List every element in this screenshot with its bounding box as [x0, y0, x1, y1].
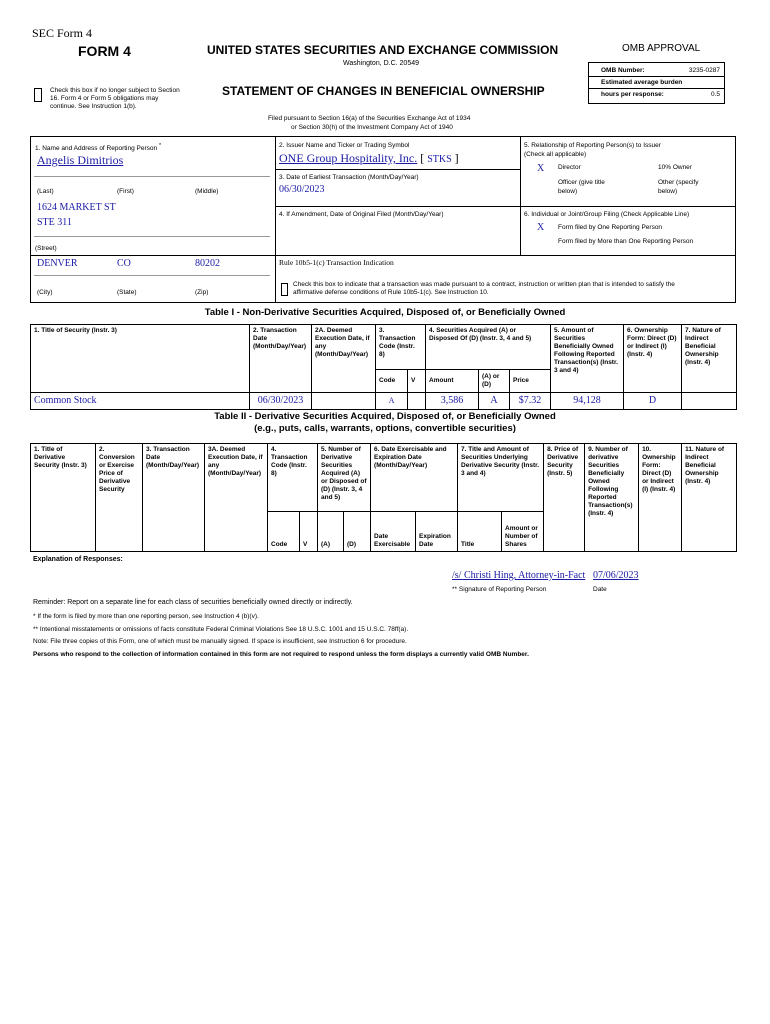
officer-label: Officer (give title	[558, 179, 605, 186]
t2-h-title: 1. Title of Derivative Security (Instr. 3)	[31, 444, 96, 552]
more-persons-label: Form filed by More than One Reporting Person	[558, 238, 694, 245]
state-label: (State)	[117, 289, 137, 296]
footnote-3: Note: File three copies of this Form, one of which must be manually signed. If space is insufficient, see Instruction 6 for procedure.	[33, 638, 407, 645]
street-label: (Street)	[35, 245, 57, 252]
box6-label: 6. Individual or Joint/Group Filing (Check Applicable Line)	[524, 211, 690, 218]
issuer-line: ONE Group Hospitality, Inc. [ STKS ]	[279, 151, 459, 165]
footnote-omb: Persons who respond to the collection of information contained in this form are not required to respond unless the form displays a currently valid OMB Number.	[33, 651, 529, 658]
t2-sub-code: Code	[268, 512, 300, 552]
t1-form: D	[624, 393, 682, 410]
t2-sub-v: V	[300, 512, 318, 552]
signature-date: 07/06/2023	[593, 570, 639, 581]
t1-h-code: 3. Transaction Code (Instr. 8)	[376, 325, 426, 370]
t2-sub-date-exercisable: Date Exercisable	[371, 512, 416, 552]
t2-sub-a: (A)	[318, 512, 344, 552]
t2-h-underlying: 7. Title and Amount of Securities Underlying Derivative Security (Instr. 3 and 4)	[458, 444, 544, 512]
box2-label: 2. Issuer Name and Ticker or Trading Symbol	[279, 142, 410, 149]
table1	[30, 324, 737, 410]
signature-label: ** Signature of Reporting Person	[452, 586, 547, 593]
table2-title: Table II - Derivative Securities Acquired, Disposed of, or Beneficially Owned	[214, 411, 556, 422]
form-title: FORM 4	[78, 43, 131, 59]
middle-label: (Middle)	[195, 188, 219, 195]
doc-label: SEC Form 4	[32, 26, 93, 40]
street-line2: STE 311	[37, 217, 72, 228]
t1-deemed-date	[312, 393, 376, 410]
reminder-note: Reminder: Report on a separate line for each class of securities beneficially owned directly or indirectly.	[33, 599, 353, 606]
first-label: (First)	[117, 188, 134, 195]
t1-h-date: 2. Transaction Date (Month/Day/Year)	[250, 325, 312, 393]
last-label: (Last)	[37, 188, 54, 195]
table1-title: Table I - Non-Derivative Securities Acquired, Disposed of, or Beneficially Owned	[204, 307, 566, 318]
explanation-label: Explanation of Responses:	[33, 556, 123, 563]
rule10b-title: Rule 10b5-1(c) Transaction Indication	[279, 258, 394, 267]
t2-h-conversion: 2. Conversion or Exercise Price of Derivative Security	[96, 444, 143, 552]
box5-label: 5. Relationship of Reporting Person(s) to Issuer	[524, 142, 661, 149]
omb-hours-value: 0.5	[710, 91, 720, 98]
zip-label: (Zip)	[195, 289, 209, 296]
t1-sub-code: Code	[376, 370, 408, 393]
t2-sub-amount: Amount or Number of Shares	[502, 512, 544, 552]
t2-h-deemed: 3A. Deemed Execution Date, if any (Month/Day/Year)	[205, 444, 268, 552]
t1-sub-price: Price	[510, 370, 551, 393]
t2-h-owned: 9. Number of derivative Securities Beneficially Owned Following Reported Transaction(s) (Instr. 4)	[585, 444, 639, 552]
t1-owned: 94,128	[551, 393, 624, 410]
t1-price: $7.32	[510, 393, 551, 410]
omb-number-value: 3235-0287	[688, 67, 720, 74]
rule10b-checkbox[interactable]	[281, 283, 288, 296]
t1-aord: A	[479, 393, 510, 410]
t1-sub-amount: Amount	[426, 370, 479, 393]
t1-h-nature: 7. Nature of Indirect Beneficial Ownership (Instr. 4)	[682, 325, 737, 393]
other-label: Other (specify	[658, 179, 699, 186]
agency-title: UNITED STATES SECURITIES AND EXCHANGE COMMISSION	[207, 43, 559, 57]
box4-label: 4. If Amendment, Date of Original Filed (Month/Day/Year)	[279, 211, 444, 218]
t2-h-code: 4. Transaction Code (Instr. 8)	[268, 444, 318, 512]
t2-h-number: 5. Number of Derivative Securities Acquired (A) or Disposed of (D) (Instr. 3, 4 and 5)	[318, 444, 371, 512]
t1-h-owned: 5. Amount of Securities Beneficially Owned Following Reported Transaction(s) (Instr. 3 and 4)	[551, 325, 624, 393]
t1-amount: 3,586	[426, 393, 479, 410]
omb-number-label: OMB Number:	[601, 67, 645, 74]
t2-h-dates: 6. Date Exercisable and Expiration Date (Month/Day/Year)	[371, 444, 458, 512]
filed-pursuant-line2: or Section 30(h) of the Investment Company Act of 1940	[291, 124, 453, 131]
t1-h-deemed: 2A. Deemed Execution Date, if any (Month/Day/Year)	[312, 325, 376, 393]
omb-burden-label: Estimated average burden	[601, 79, 683, 86]
section16-note: Check this box if no longer subject to Section 16. Form 4 or Form 5 obligations may continue. See Instruction 1(b).	[50, 87, 180, 110]
box5-sublabel: (Check all applicable)	[524, 151, 587, 158]
table-row	[31, 393, 737, 410]
street-line1: 1624 MARKET ST	[37, 202, 116, 213]
footnote-1: * If the form is filed by more than one reporting person, see Instruction 4 (b)(v).	[33, 613, 259, 620]
omb-title: OMB APPROVAL	[622, 43, 701, 54]
ticker-symbol: STKS	[427, 154, 452, 165]
one-person-label: Form filed by One Reporting Person	[558, 224, 663, 231]
city-value: DENVER	[37, 258, 78, 269]
table2-subtitle: (e.g., puts, calls, warrants, options, convertible securities)	[254, 423, 516, 434]
omb-box	[588, 62, 725, 104]
t1-code: A	[376, 393, 408, 410]
t2-h-nature: 11. Nature of Indirect Beneficial Ownership (Instr. 4)	[682, 444, 737, 552]
t1-h-acquired: 4. Securities Acquired (A) or Disposed Of (D) (Instr. 3, 4 and 5)	[426, 325, 551, 370]
t1-v	[408, 393, 426, 410]
earliest-transaction-date: 06/30/2023	[279, 184, 325, 195]
issuer-name: ONE Group Hospitality, Inc.	[279, 151, 418, 165]
t1-h-form: 6. Ownership Form: Direct (D) or Indirect (I) (Instr. 4)	[624, 325, 682, 393]
zip-value: 80202	[195, 258, 220, 269]
t1-sub-v: V	[408, 370, 426, 393]
other-label-2: below)	[658, 188, 678, 195]
t2-sub-expiration: Expiration Date	[416, 512, 458, 552]
table2	[30, 443, 737, 552]
t2-h-form: 10. Ownership Form: Direct (D) or Indirect (I) (Instr. 4)	[639, 444, 682, 552]
t1-transaction-date: 06/30/2023	[250, 393, 312, 410]
t2-h-price: 8. Price of Derivative Security (Instr. 5)	[544, 444, 585, 552]
t2-sub-title: Title	[458, 512, 502, 552]
director-check[interactable]: X	[537, 163, 545, 174]
t1-security-title: Common Stock	[31, 393, 250, 410]
signature-date-label: Date	[593, 586, 607, 593]
agency-location: Washington, D.C. 20549	[343, 60, 420, 67]
footnote-2: ** Intentional misstatements or omissions of facts constitute Federal Criminal Violations See 18 U.S.C. 1001 and 15 U.S.C. 78ff(a).	[33, 626, 409, 633]
ten-pct-owner-label: 10% Owner	[658, 164, 692, 171]
t1-nature	[682, 393, 737, 410]
box1-label: 1. Name and Address of Reporting Person *	[35, 143, 162, 153]
t2-sub-d: (D)	[344, 512, 371, 552]
box3-label: 3. Date of Earliest Transaction (Month/Day/Year)	[279, 174, 419, 181]
filed-pursuant-line1: Filed pursuant to Section 16(a) of the Securities Exchange Act of 1934	[268, 115, 471, 122]
section16-checkbox[interactable]	[34, 88, 42, 102]
signature: /s/ Christi Hing, Attorney-in-Fact	[452, 570, 586, 581]
omb-hours-label: hours per response:	[601, 91, 664, 98]
rule10b-text: Check this box to indicate that a transaction was made pursuant to a contract, instruction or written plan that is intended to satisfy the affirmative defense conditions of Rule 10b5-1(c). See Instruction 10.	[293, 281, 675, 296]
t2-h-date: 3. Transaction Date (Month/Day/Year)	[143, 444, 205, 552]
officer-label-2: below)	[558, 188, 578, 195]
t1-h-title: 1. Title of Security (Instr. 3)	[31, 325, 250, 393]
state-value: CO	[117, 258, 131, 269]
statement-title: STATEMENT OF CHANGES IN BENEFICIAL OWNERSHIP	[222, 84, 545, 98]
director-label: Director	[558, 164, 581, 171]
reporting-person-name: Angelis Dimitrios	[37, 153, 124, 167]
city-label: (City)	[37, 289, 53, 296]
t1-sub-aord: (A) or (D)	[479, 370, 510, 393]
one-person-check[interactable]: X	[537, 222, 545, 233]
